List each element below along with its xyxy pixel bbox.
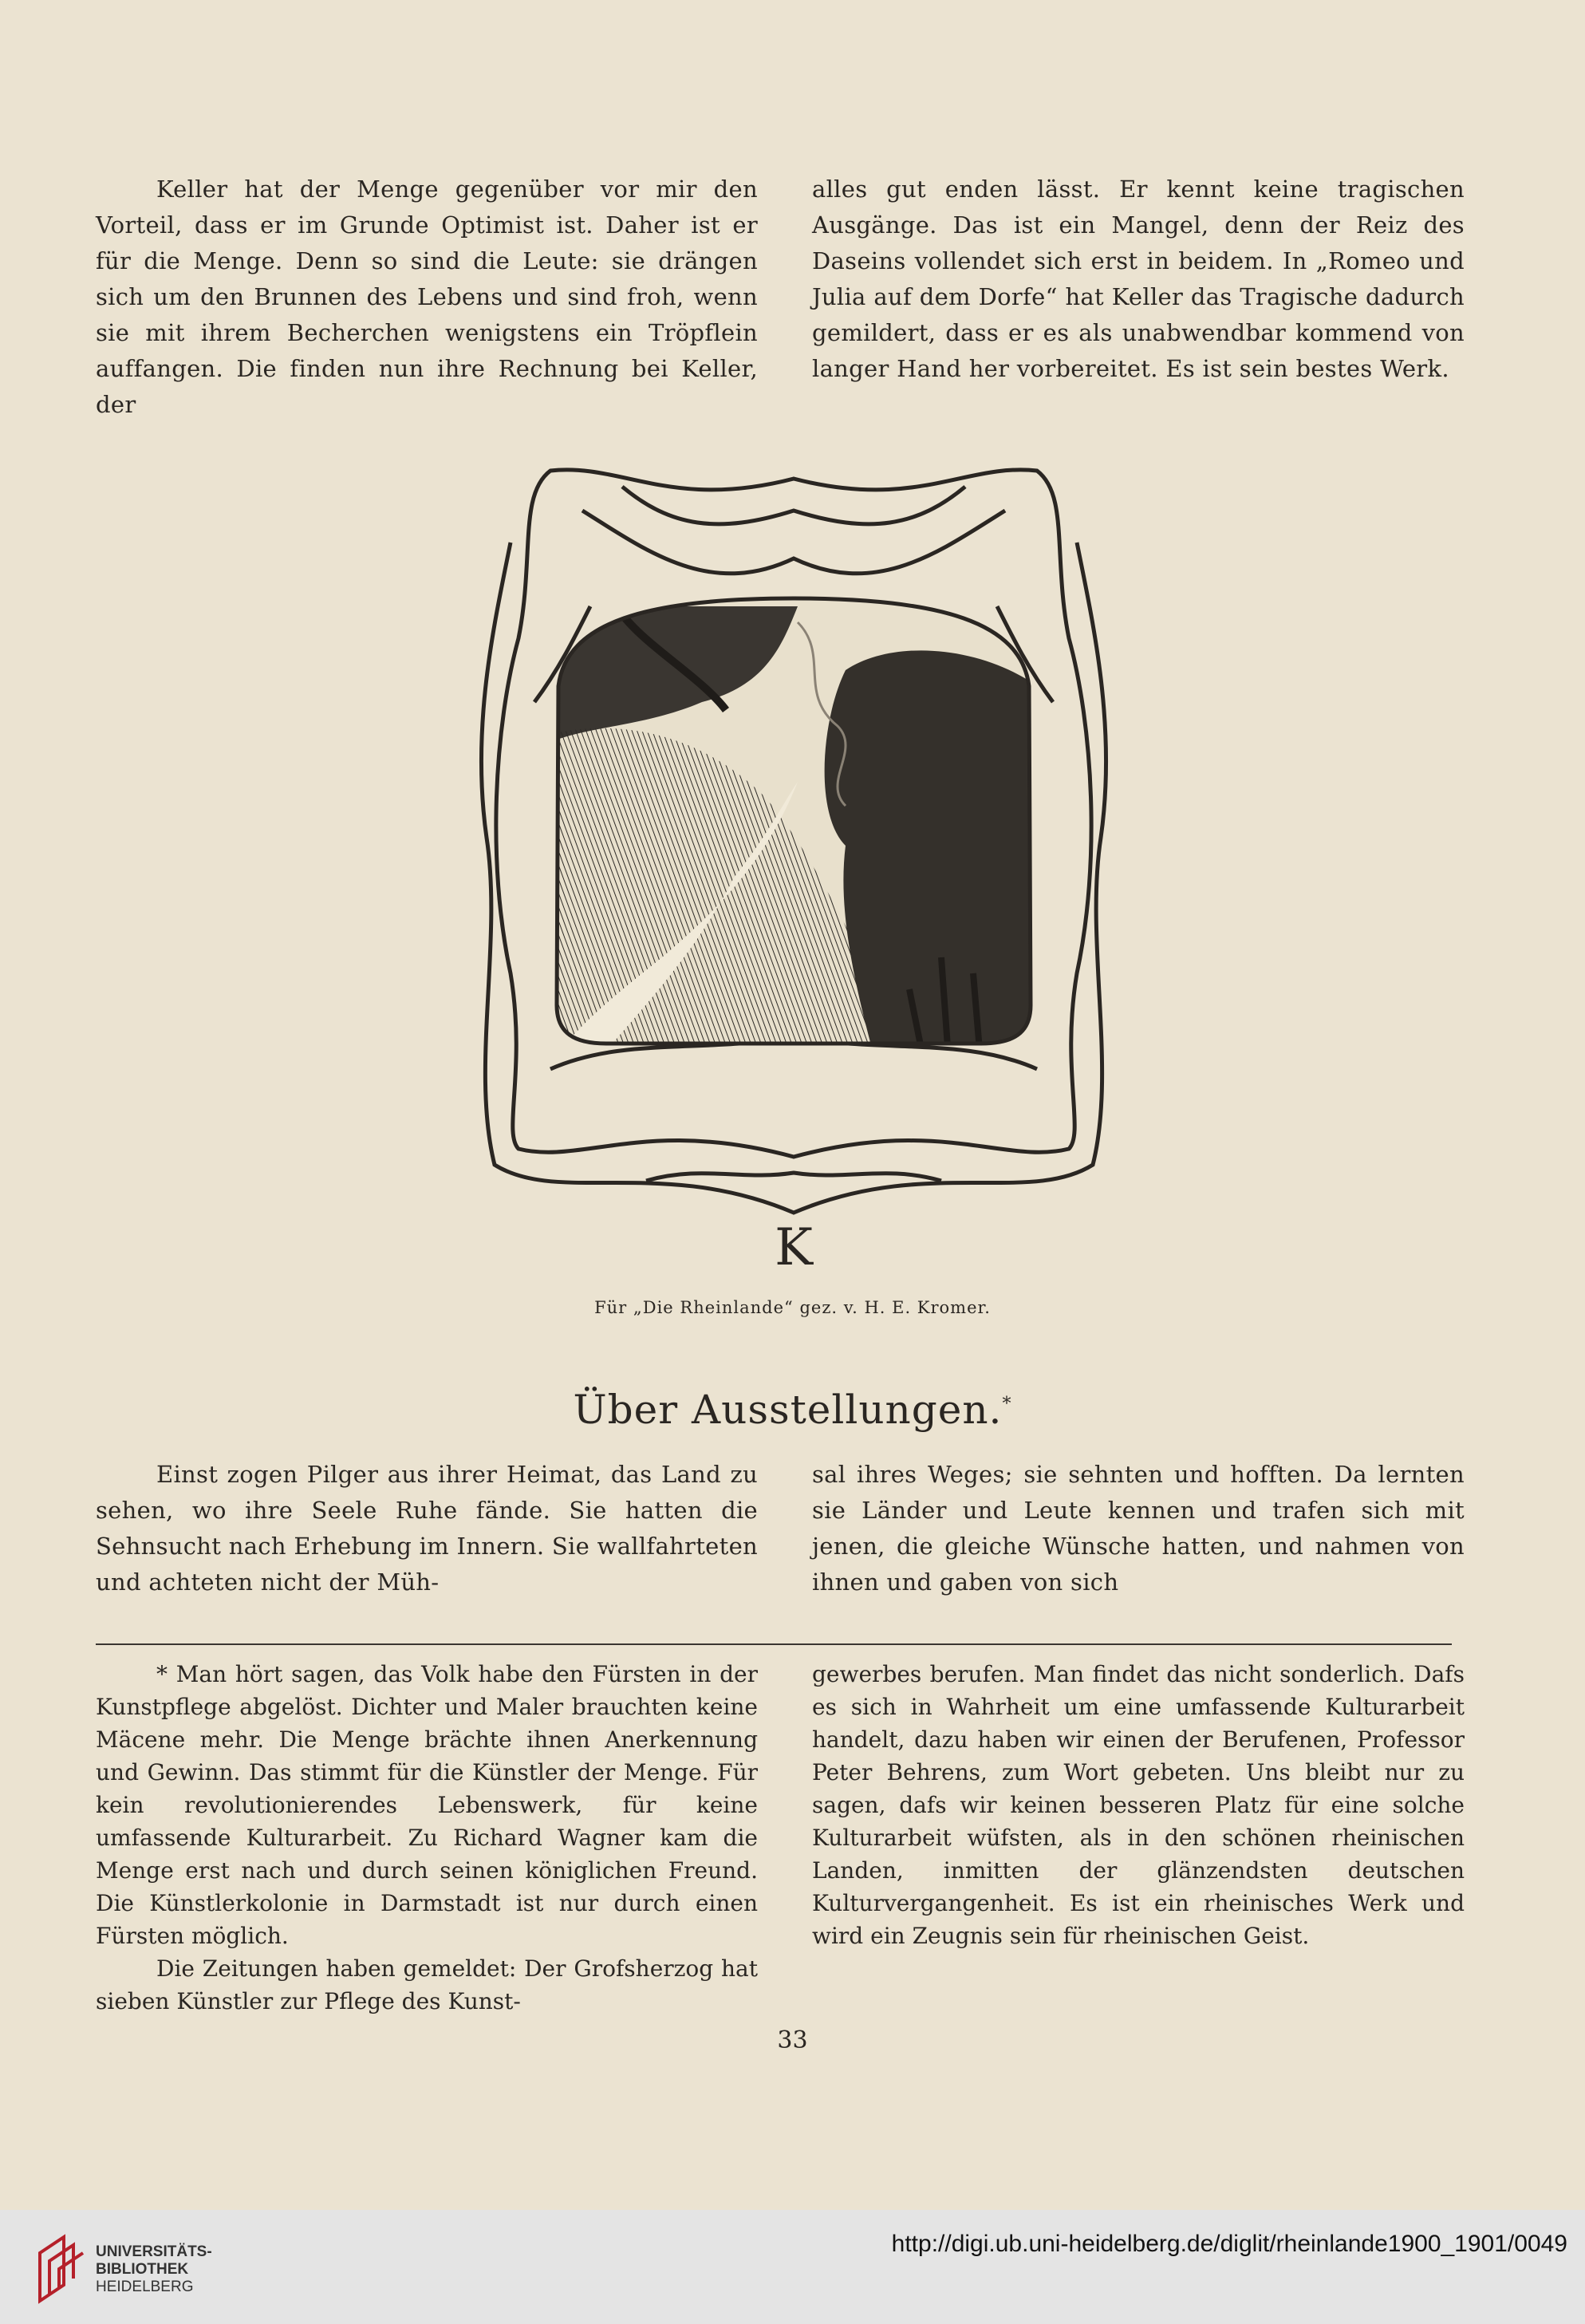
intro-column-left: [96, 172, 758, 423]
article-heading: [0, 1387, 1585, 1433]
footnote-paragraph-right: gewerbes berufen. Man findet das nicht sonderlich. Dafs es sich in Wahrheit um eine umfassende Kulturarbeit handelt, dazu haben wir einen der Berufenen, Professor Peter Behrens, zum Wort gebeten. Uns bleibt nur zu sagen, dafs wir keinen besseren Platz für eine solche Kulturarbeit wüfsten, als in den schönen rheinischen Landen, inmitten der glänzendsten deutschen Kulturvergangenheit. Es ist ein rheinisches Werk und wird ein Zeugnis sein für rheinischen Geist.: [812, 1661, 1465, 1949]
library-name-line-2: BIBLIOTHEK: [96, 2261, 189, 2278]
footnote-column-left: [96, 1658, 758, 2018]
library-footer-bar: [0, 2210, 1585, 2324]
library-name: [96, 2243, 212, 2296]
article-paragraph-right: sal ihres Weges; sie sehnten und hofften. Da lernten sie Länder und Leute kennen und trafen sich mit jenen, die gleiche Wünsche hatten, und nahmen von ihnen und gaben von sich: [812, 1461, 1465, 1596]
article-paragraph-left: Einst zogen Pilger aus ihrer Heimat, das Land zu sehen, wo ihre Seele Ruhe fände. Sie hatten die Sehnsucht nach Erhebung im Innern. Sie wallfahrteten und achteten nicht der Müh-: [96, 1461, 759, 1596]
footnote-paragraph-2: Die Zeitungen haben gemeldet: Der Grofsherzog hat sieben Künstler zur Pflege des Kunst-: [96, 1955, 758, 2014]
intro-column-right: [812, 172, 1465, 387]
intro-paragraph-left: Keller hat der Menge gegenüber vor mir den Vorteil, dass er im Grunde Optimist ist. Daher ist er für die Menge. Denn so sind die Leute: sie drängen sich um den Brunnen des Lebens und sind froh, wenn sie mit ihrem Becherchen wenigstens ein Tröpflein auffangen. Die finden nun ihre Rechnung bei Keller, der: [96, 176, 758, 418]
illustration-caption: Für „Die Rheinlande“ gez. v. H. E. Kromer.: [594, 1298, 991, 1317]
footnote-separator-rule: [96, 1643, 1452, 1645]
artist-monogram: K: [775, 1218, 813, 1277]
article-title: Über Ausstellungen.: [573, 1387, 1003, 1433]
article-column-left: [96, 1457, 758, 1600]
intro-paragraph-right: alles gut enden lässt. Er kennt keine tragischen Ausgänge. Das ist ein Mangel, denn der Reiz des Daseins vollendet sich erst in beidem. In „Romeo und Julia auf dem Dorfe“ hat Keller das Tragische dadurch gemildert, dass er es als unabwendbar kommend von langer Hand her vorbereitet. Es ist sein bestes Werk.: [812, 176, 1465, 382]
library-name-line-1: UNIVERSITÄTS-: [96, 2243, 212, 2260]
page-number: 33: [777, 2026, 808, 2054]
footnote-column-right: [812, 1658, 1465, 1952]
footnote-marker: *: [1002, 1394, 1012, 1415]
landscape-scene: [542, 582, 1045, 1069]
footnote-paragraph-1: * Man hört sagen, das Volk habe den Fürsten in der Kunstpflege abgelöst. Dichter und Maler brauchten keine Mäcene mehr. Die Menge brächte ihnen Anerkennung und Gewinn. Das stimmt für die Künstler der Menge. Für kein revolutionierendes Lebenswerk, für keine umfassende Kulturarbeit. Zu Richard Wagner kam die Menge erst nach und durch seinen königlichen Freund. Die Künstlerkolonie in Darmstadt ist nur durch einen Fürsten möglich.: [96, 1661, 758, 1949]
library-name-line-3: HEIDELBERG: [96, 2279, 194, 2295]
landscape-vignette-illustration: [463, 463, 1125, 1292]
article-column-right: [812, 1457, 1465, 1600]
source-url-link[interactable]: http://digi.ub.uni-heidelberg.de/diglit/rheinlande1900_1901/0049: [891, 2231, 1567, 2257]
library-logo-icon: [32, 2229, 88, 2305]
